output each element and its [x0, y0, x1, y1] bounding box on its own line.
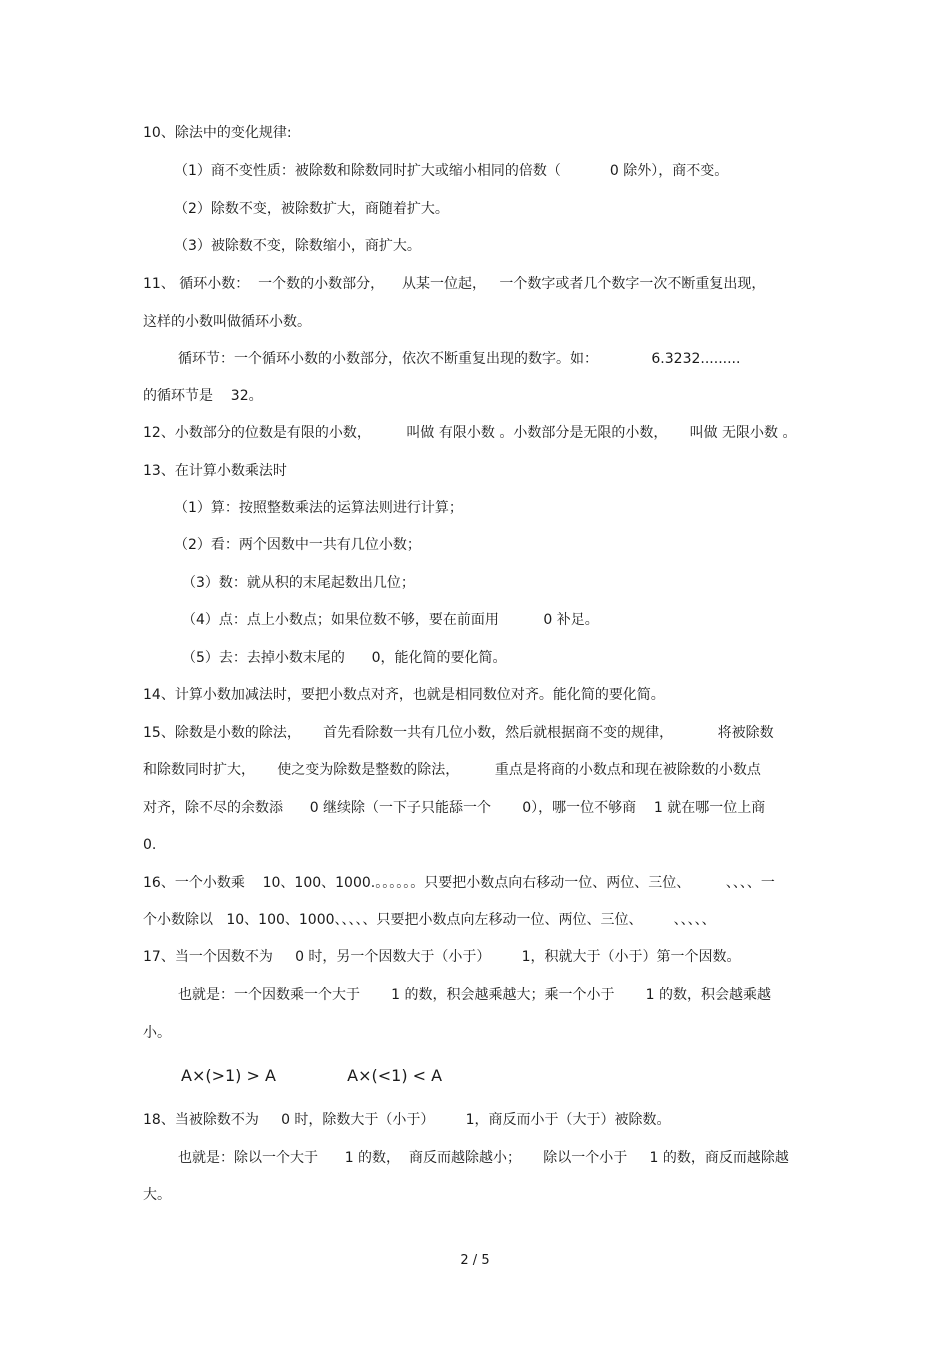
text-line: （2）看：两个因数中一共有几位小数；: [174, 537, 421, 553]
text-line: 的循环节是 32。: [143, 388, 263, 404]
heading-15: 15、除数是小数的除法， 首先看除数一共有几位小数，然后就根据商不变的规律， 将被除数: [143, 725, 774, 741]
text-line: （1）商不变性质：被除数和除数同时扩大或缩小相同的倍数（ 0 除外），商不变。: [174, 163, 729, 179]
text-line: 这样的小数叫做循环小数。: [143, 314, 311, 330]
text-line: 循环节：一个循环小数的小数部分，依次不断重复出现的数字。如： 6.3232.........: [178, 351, 741, 367]
text-line: （2）除数不变，被除数扩大，商随着扩大。: [174, 201, 449, 217]
text-line: （5）去：去掉小数末尾的 0，能化简的要化简。: [182, 650, 507, 666]
heading-12: 12、小数部分的位数是有限的小数， 叫做 有限小数 。小数部分是无限的小数， 叫做 无限小数 。: [143, 425, 797, 441]
text-line: 也就是：一个因数乘一个大于 1 的数，积会越乘越大；乘一个小于 1 的数，积会越乘越: [178, 987, 772, 1003]
heading-16: 16、一个小数乘 10、100、1000.。。。。。。只要把小数点向右移动一位、两位、三位、 、、、、一: [143, 875, 775, 891]
text-line: 个小数除以 10、100、1000、、、、、只要把小数点向左移动一位、两位、三位、 、、、、、: [143, 912, 716, 928]
heading-14: 14、计算小数加减法时，要把小数点对齐，也就是相同数位对齐。能化简的要化简。: [143, 687, 665, 703]
heading-11: 11、 循环小数： 一个数的小数部分， 从某一位起， 一个数字或者几个数字一次不断重复出现，: [143, 276, 766, 292]
text-line: 0.: [143, 837, 157, 853]
text-line: 也就是：除以一个大于 1 的数， 商反而越除越小； 除以一个小于 1 的数，商反而越除越: [178, 1150, 789, 1166]
heading-10: 10、除法中的变化规律:: [143, 125, 292, 141]
text-line: 和除数同时扩大， 使之变为除数是整数的除法， 重点是将商的小数点和现在被除数的小数点: [143, 762, 761, 778]
page-number: 2 / 5: [460, 1253, 490, 1268]
text-line: 大。: [143, 1187, 171, 1203]
text-line: 小。: [143, 1025, 171, 1041]
text-line: （3）被除数不变，除数缩小，商扩大。: [174, 238, 421, 254]
heading-13: 13、在计算小数乘法时: [143, 463, 287, 479]
heading-18: 18、当被除数不为 0 时，除数大于（小于） 1，商反而小于（大于）被除数。: [143, 1112, 671, 1128]
heading-17: 17、当一个因数不为 0 时，另一个因数大于（小于） 1，积就大于（小于）第一个因数。: [143, 949, 741, 965]
text-line: （1）算：按照整数乘法的运算法则进行计算；: [174, 500, 463, 516]
text-line: （4）点：点上小数点；如果位数不够，要在前面用 0 补足。: [182, 612, 599, 628]
text-line: 对齐，除不尽的余数添 0 继续除（一下子只能舔一个 0），哪一位不够商 1 就在哪一位上商: [143, 800, 766, 816]
text-line: （3）数：就从积的末尾起数出几位；: [182, 575, 415, 591]
formula-line: A×(>1) > A A×(<1) < A: [181, 1066, 443, 1085]
